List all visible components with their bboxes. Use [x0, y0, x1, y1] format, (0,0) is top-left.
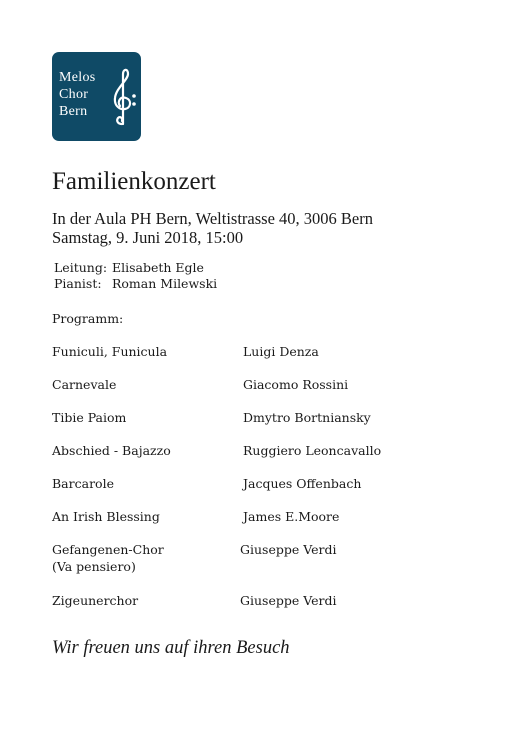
program-composer: James E.Moore: [243, 509, 340, 524]
logo-line-3: Bern: [59, 104, 88, 119]
program-piece: Barcarole: [52, 476, 114, 491]
credit-label: Leitung:: [54, 260, 108, 275]
program-composer: Dmytro Bortniansky: [243, 410, 371, 425]
program-composer: Jacques Offenbach: [243, 476, 362, 491]
program-composer: Giuseppe Verdi: [240, 593, 337, 608]
program-piece: Zigeunerchor: [52, 593, 139, 608]
program-composer: Giuseppe Verdi: [240, 542, 337, 557]
program-piece: Gefangenen-Chor (Va pensiero): [52, 542, 164, 574]
credit-row-leitung: [54, 260, 217, 276]
credit-row-pianist: [54, 276, 217, 292]
program-composer: Luigi Denza: [243, 344, 319, 359]
melos-chor-bern-logo: [52, 52, 141, 141]
program-piece: An Irish Blessing: [52, 509, 160, 524]
logo-line-1: Melos: [59, 70, 96, 85]
program-label: Programm:: [52, 311, 124, 326]
concert-title: Familienkonzert: [52, 168, 216, 195]
credit-label: Pianist:: [54, 276, 102, 291]
logo-line-2: Chor: [59, 87, 89, 102]
program-composer: Ruggiero Leoncavallo: [243, 443, 382, 458]
program-piece: Tibie Paiom: [52, 410, 127, 425]
credit-name: Roman Milewski: [112, 276, 218, 291]
credit-name: Elisabeth Egle: [112, 260, 204, 275]
credits: [54, 260, 217, 292]
logo-text: [59, 69, 96, 120]
closing-line: Wir freuen uns auf ihren Besuch: [52, 638, 290, 658]
program-piece: Carnevale: [52, 377, 117, 392]
treble-bass-clef-icon: [108, 66, 138, 126]
program-piece: Funiculi, Funicula: [52, 344, 168, 359]
venue-line: In der Aula PH Bern, Weltistrasse 40, 3006 Bern: [52, 209, 373, 228]
date-line: Samstag, 9. Juni 2018, 15:00: [52, 228, 244, 247]
program-piece: Abschied - Bajazzo: [52, 443, 171, 458]
program-composer: Giacomo Rossini: [243, 377, 349, 392]
